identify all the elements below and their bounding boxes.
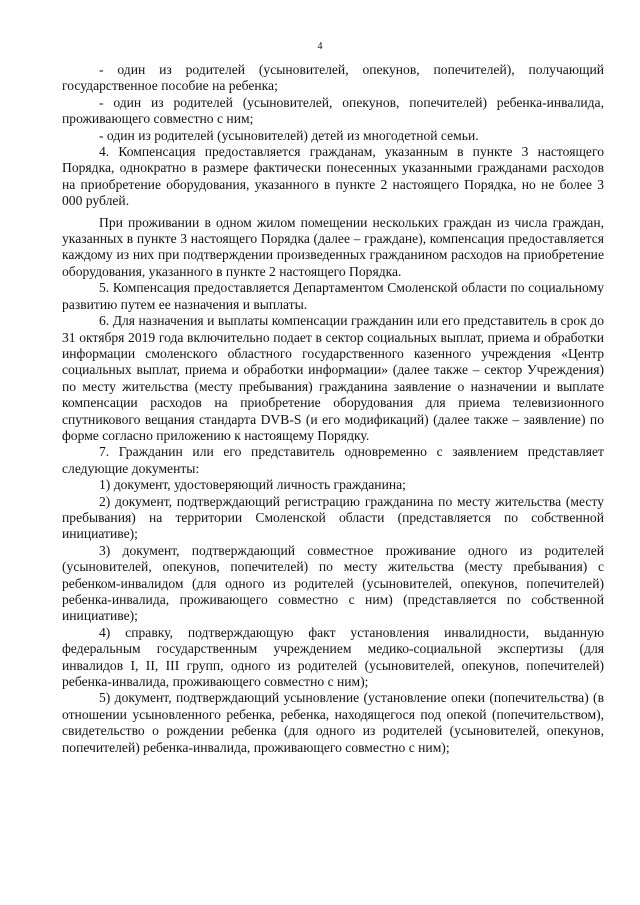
paragraph-shared-dwelling: При проживании в одном жилом помещении нескольких граждан из числа граждан, указанных в пункте 3 настоящего Порядка (далее – граждане), компенсация предоставляется каждому из них при подтверждении произведенных гражданином расходов на приобретение оборудования, указанного в пункте 2 настоящего Порядка.: [62, 214, 604, 279]
list-item-parent-disabled-child: - один из родителей (усыновителей, опекунов, попечителей) ребенка-инвалида, проживающего совместно с ним;: [62, 94, 604, 127]
list-item-large-family-parent: - один из родителей (усыновителей) детей из многодетной семьи.: [99, 127, 479, 143]
document-item-3: 3) документ, подтверждающий совместное проживание одного из родителей (усыновителей, опекунов, попечителей) по месту жительства (месту пребывания) с ребенком-инвалидом (для одного из родителей (усыновителей, опекунов, попечителей) ребенка-инвалида, проживающего совместно с ним) (представляется по собственной инициативе);: [62, 542, 604, 624]
paragraph-5-department: 5. Компенсация предоставляется Департаментом Смоленской области по социальному развитию путем ее назначения и выплаты.: [62, 280, 604, 312]
page-number: 4: [317, 41, 323, 52]
document-item-1: 1) документ, удостоверяющий личность гражданина;: [99, 477, 406, 493]
paragraph-6-application: 6. Для назначения и выплаты компенсации гражданин или его представитель в срок до 31 октября 2019 года включительно подает в сектор социальных выплат, приема и обработки информации смоленского областного государственного казенного учреждения «Центр социальных выплат, приема и обработки информации» (далее также – сектор Учреждения) по месту жительства (месту пребывания) гражданина заявление о назначении и выплате компенсации расходов на приобретение оборудования для приема телевизионного спутникового вещания стандарта DVB-S (и его модификаций) (далее также – заявление) по форме согласно приложению к настоящему Порядку.: [62, 313, 604, 443]
document-item-4: 4) справку, подтверждающую факт установления инвалидности, выданную федеральным государственным учреждением медико-социальной экспертизы (для инвалидов I, II, III групп, одного из родителей (усыновителей, опекунов, попечителей) ребенка-инвалида, проживающего совместно с ним);: [62, 624, 604, 690]
list-item-parent-benefit: - один из родителей (усыновителей, опекунов, попечителей), получающий государственное пособие на ребенка;: [62, 62, 604, 94]
document-item-5: 5) документ, подтверждающий усыновление (установление опеки (попечительства) (в отношении усыновленного ребенка, ребенка, находящегося под опекой (попечительством), свидетельство о рождении ребенка (для одного из родителей (усыновителей, опекунов, попечителей) ребенка-инвалида, проживающего совместно с ним);: [62, 690, 604, 755]
document-item-2: 2) документ, подтверждающий регистрацию гражданина по месту жительства (месту пребывания) на территории Смоленской области (представляется по собственной инициативе);: [62, 493, 604, 542]
paragraph-4-compensation: 4. Компенсация предоставляется гражданам, указанным в пункте 3 настоящего Порядка, однократно в размере фактически понесенных указанными гражданами расходов на приобретение оборудования, указанного в пункте 2 настоящего Порядка, но не более 3 000 рублей.: [62, 144, 604, 209]
document-body: [62, 62, 604, 756]
paragraph-7-documents: 7. Гражданин или его представитель одновременно с заявлением представляет следующие документы:: [62, 444, 604, 476]
